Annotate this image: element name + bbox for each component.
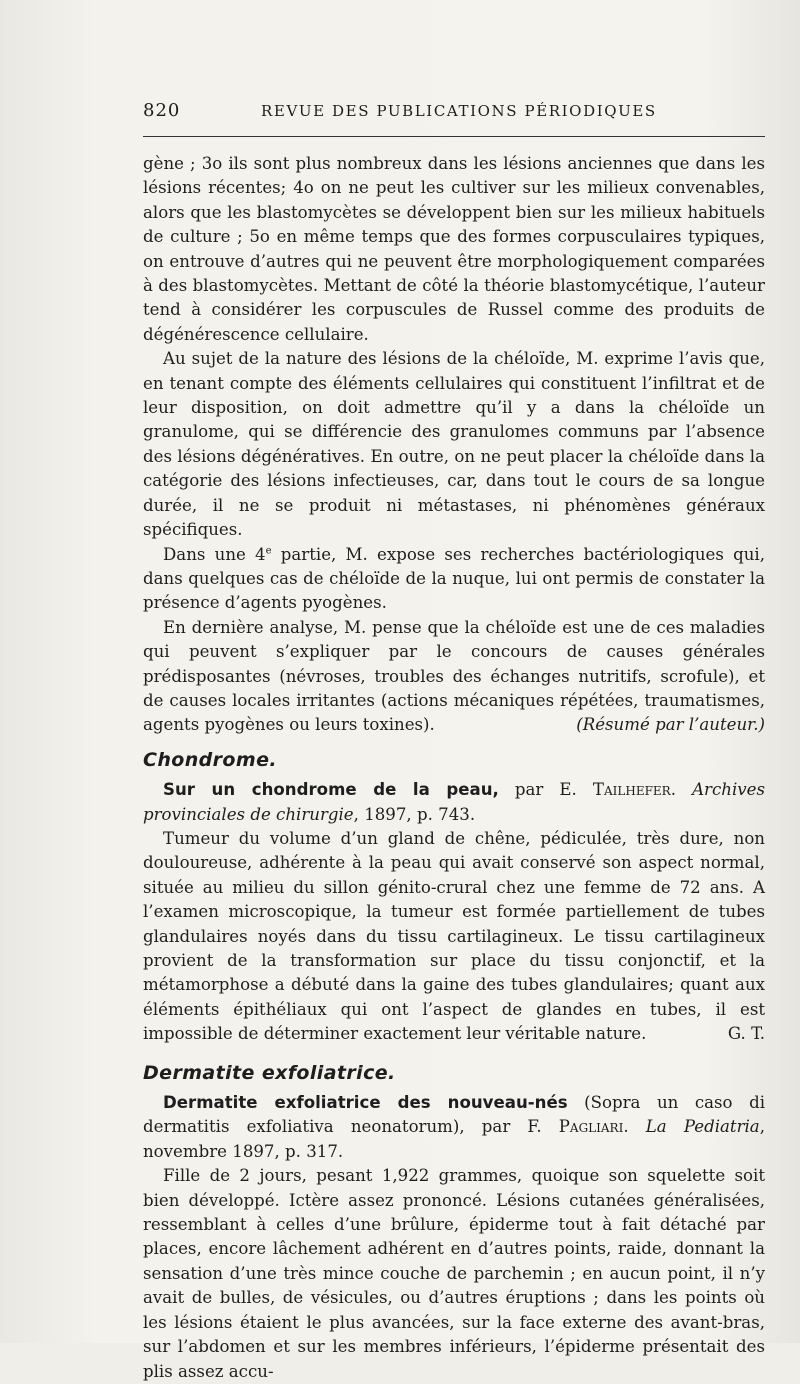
paragraph-2: Au sujet de la nature des lésions de la chéloïde, M. exprime l’avis que, en tenant compte des éléments cellulaires qui constituent l’infiltrat et de leur disposition, on doit admettre qu’il y a dans la chéloïde un granulome, qui se différencie des granulomes communs par l’absence des lésions dégénératives. En outre, on ne peut placer la chéloïde dans la catégorie des lésions infectieuses, car, dans tout le cours de sa longue durée, il ne se produit ni métastases, ni phénomènes généraux spécifiques. [143, 349, 765, 540]
ordinal-sup: e [265, 544, 272, 556]
citation-sep: . [623, 1117, 646, 1137]
citation-sep: . [670, 780, 693, 800]
citation-ref: , novembre 1897, p. 317. [143, 1117, 765, 1161]
header-rule [143, 136, 765, 137]
article-title: Dermatite exfoliatrice des nouveau-nés [163, 1093, 568, 1113]
article-author: Pagliari [558, 1117, 624, 1137]
section-heading-chondrome: Chondrome. [143, 748, 277, 771]
paragraph-4-text: En dernière analyse, M. pense que la chéloïde est une de ces maladies qui peuvent s’expliquer par le concours de causes générales prédisposantes (névroses, troubles des échanges nutritifs, scrofule), et de causes locales irritantes (actions mécaniques répétées, traumatismes, agents pyogènes ou leurs toxines). [143, 617, 765, 735]
article-title: Sur un chondrome de la peau, [163, 780, 499, 800]
chondrome-summary [143, 827, 765, 1047]
running-title: REVUE DES PUBLICATIONS PÉRIODIQUES [261, 102, 657, 120]
chondrome-text: Tumeur du volume d’un gland de chêne, pédiculée, très dure, non douloureuse, adhérente à la peau qui avait conservé son aspect normal, située au milieu du sillon génito-crural chez une femme de 72 ans. A l’examen microscopique, la tumeur est formée partiellement de tubes glandulaires noyés dans du tissu cartilagineux. Le tissu cartilagineux provient de la transformation sur place du tissu conjonctif, et la métamorphose a débuté dans la gaine des tubes glandulaires; quant aux éléments épithéliaux qui ont l’aspect de glandes en tubes, il est impossible de déterminer exactement leur véritable nature. [143, 828, 765, 1044]
section-heading-dermatite: Dermatite exfoliatrice. [143, 1061, 396, 1084]
article-citation-dermatite [143, 1091, 765, 1164]
page-number: 820 [143, 100, 181, 121]
paragraph-3 [143, 543, 765, 616]
citation-ref: , 1897, p. 743. [353, 804, 476, 824]
paragraph-4 [143, 616, 765, 738]
paragraph-3-pre: Dans une 4 [163, 544, 266, 564]
author-credit: (Résumé par l’auteur.) [576, 715, 765, 735]
journal-name: Archives provinciales de chirurgie [143, 780, 765, 824]
reviewer-signature: G. T. [727, 1024, 765, 1044]
journal-name: La Pediatria [645, 1117, 760, 1137]
dermatite-summary: Fille de 2 jours, pesant 1,922 grammes, quoique son squelette soit bien développé. Ictère assez prononcé. Lésions cutanées généralisées, ressemblant à celles d’une brûlure, épiderme tout à fait détaché par places, encore lâchement adhérent en d’autres points, raide, donnant la sensation d’une très mince couche de parchemin ; en aucun point, il n’y avait de bulles, de vésicules, ou d’autres éruptions ; dans les points où les lésions étaient le plus avancées, sur la face externe des avant-bras, sur l’abdomen et sur les membres inférieurs, l’épiderme présentait des plis assez accu- [143, 1166, 765, 1381]
citation-paren: (Sopra un caso di dermatitis exfoliativa neonatorum), par F. [143, 1093, 766, 1137]
article-citation-chondrome [143, 778, 765, 827]
paragraph-1: gène ; 3o ils sont plus nombreux dans les lésions anciennes que dans les lésions récentes; 4o on ne peut les cultiver sur les milieux convenables, alors que les blastomycètes se développent bien sur les milieux habituels de culture ; 5o en même temps que des formes corpusculaires typiques, on entrouve d’autres qui ne peuvent être morphologiquement comparées à des blastomycètes. Mettant de côté la théorie blastomycétique, l’auteur tend à considérer les corpuscules de Russel comme des produits de dégénérescence cellulaire. [143, 154, 765, 344]
citation-by: par E. [498, 780, 593, 800]
body-text [143, 152, 765, 1384]
article-author: Tailhefer [592, 780, 671, 800]
paragraph-3-post: partie, M. expose ses recherches bactériologiques qui, dans quelques cas de chéloïde de la nuque, lui ont permis de constater la présence d’agents pyogènes. [143, 544, 766, 613]
